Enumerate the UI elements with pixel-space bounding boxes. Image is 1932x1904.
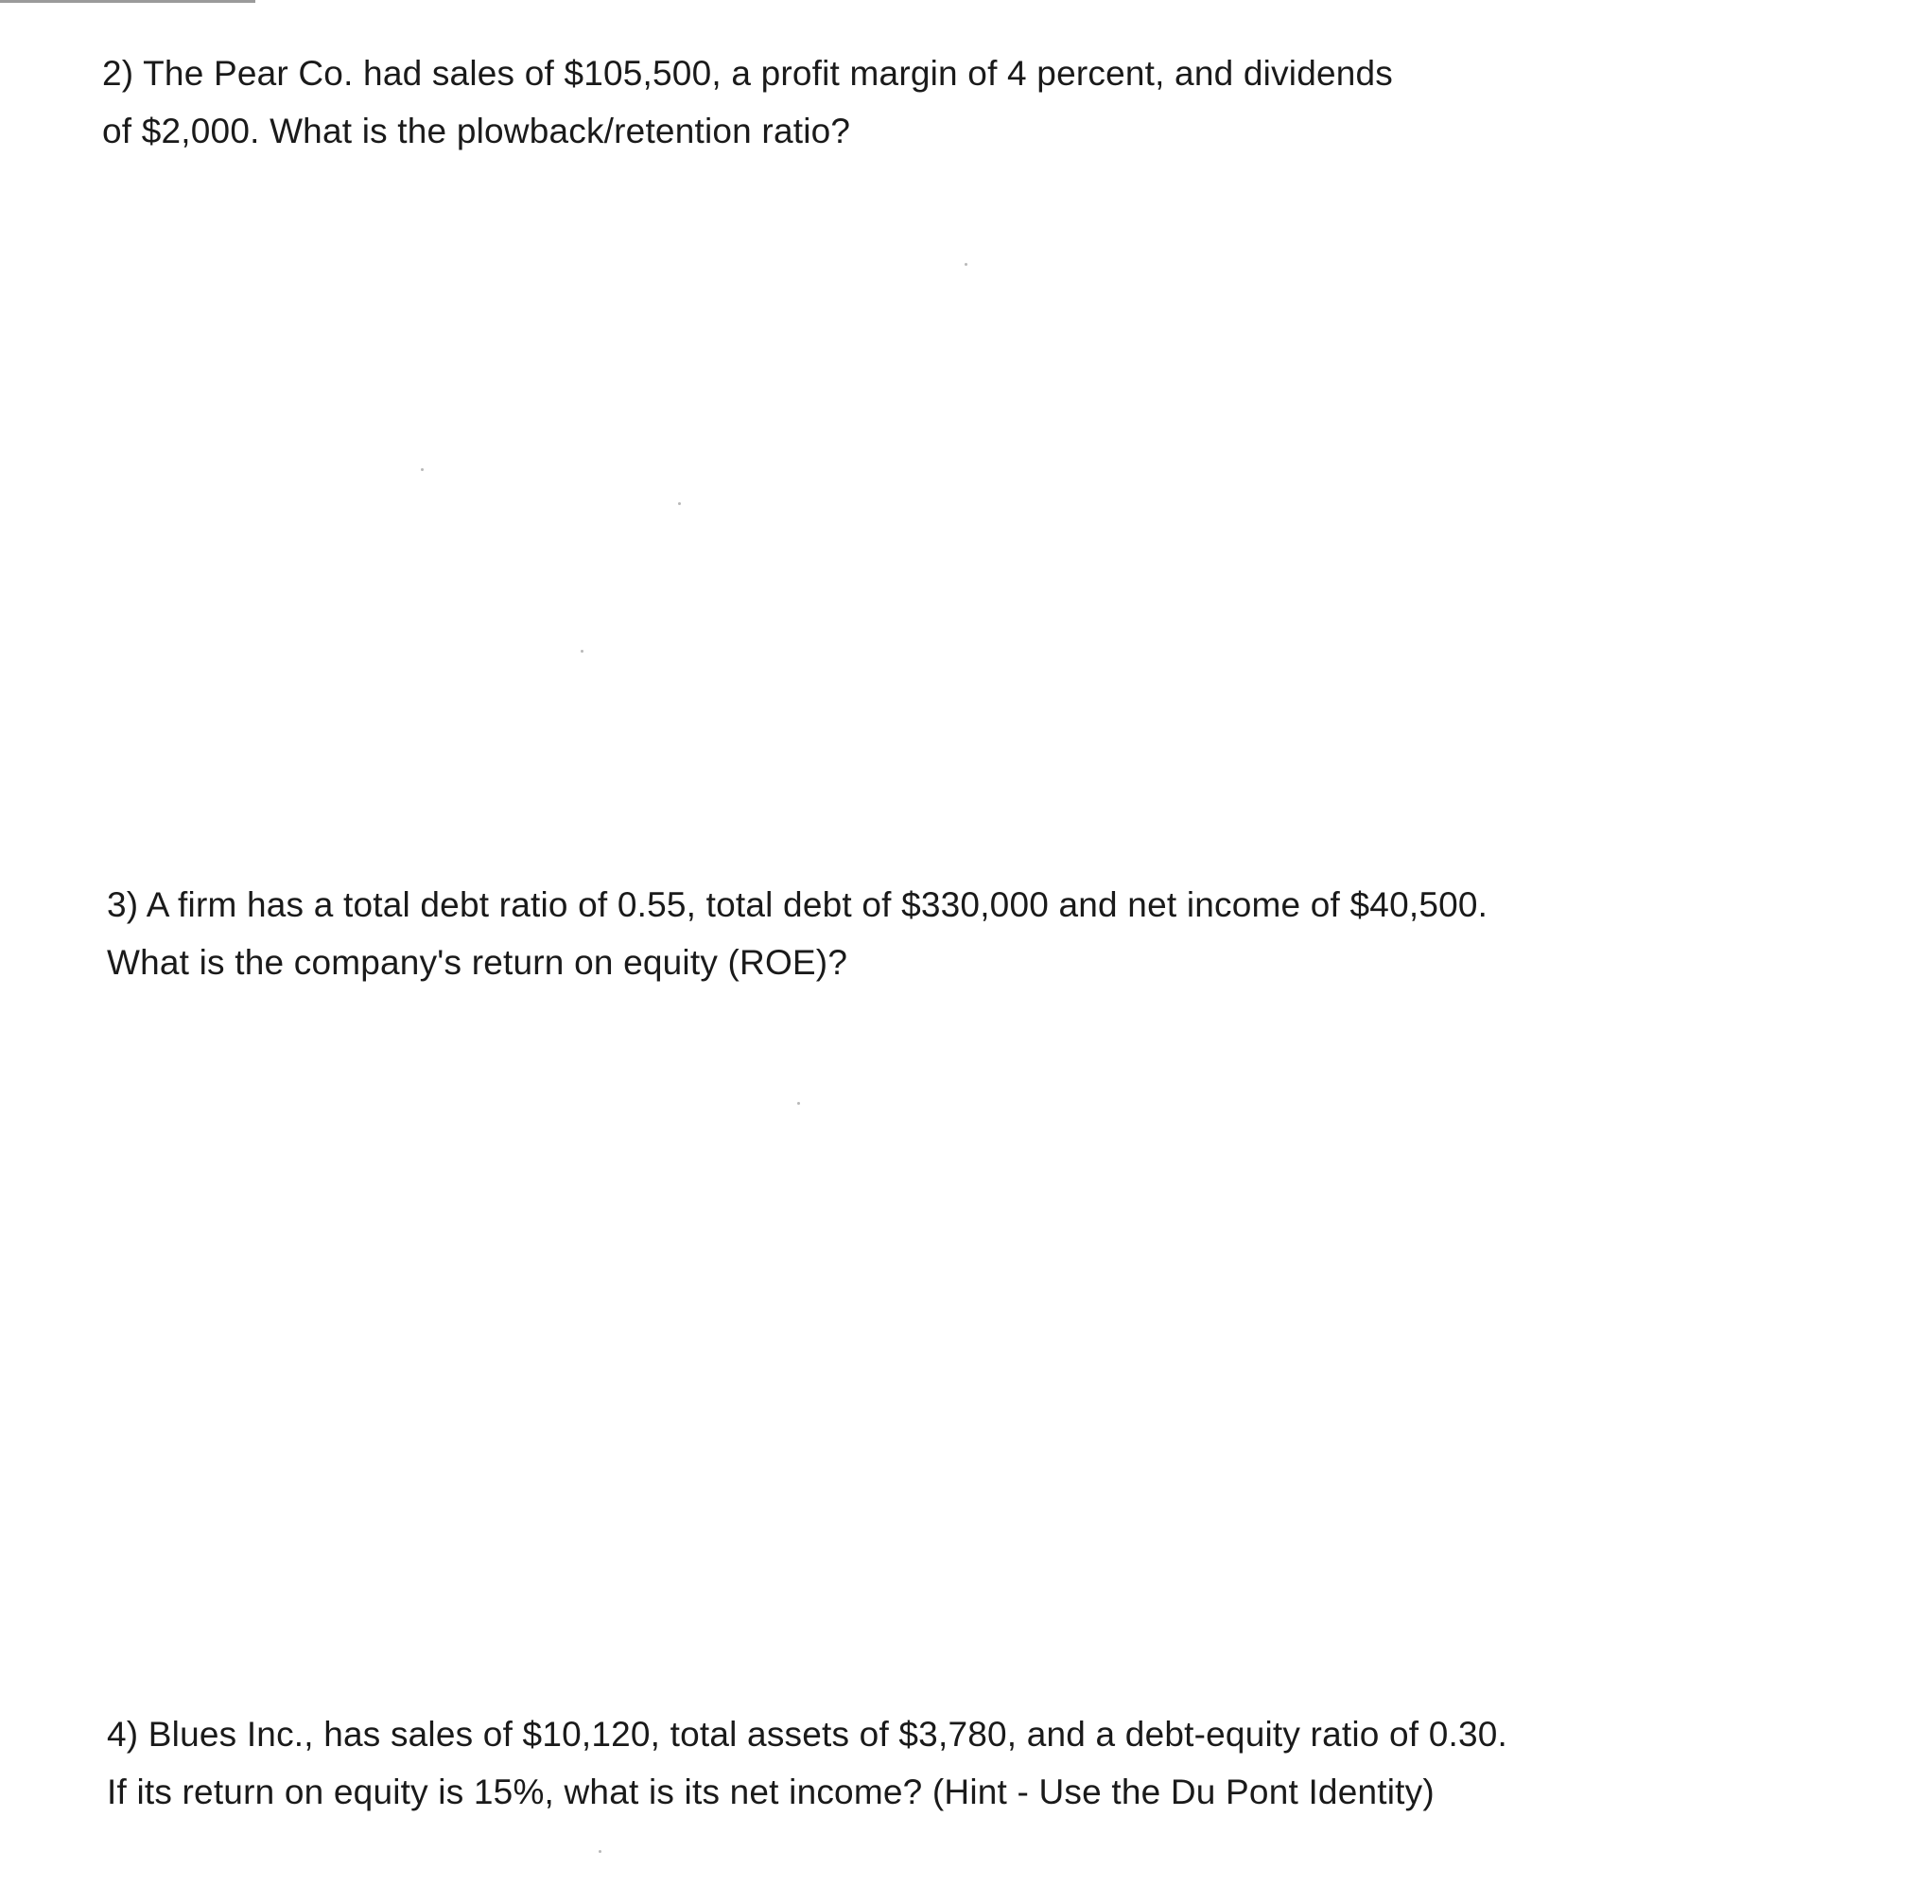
scan-speck: [581, 650, 583, 653]
question-3-line-2: What is the company's return on equity (ROE)?: [107, 943, 848, 982]
scan-speck: [797, 1102, 800, 1105]
question-3: [107, 876, 1488, 991]
scan-speck: [599, 1850, 601, 1853]
question-2: [102, 44, 1393, 160]
scan-speck: [678, 502, 681, 505]
scan-edge-line: [0, 0, 255, 3]
question-4-line-1: 4) Blues Inc., has sales of $10,120, total assets of $3,780, and a debt-equity ratio of 0.30.: [107, 1715, 1508, 1754]
question-2-line-1: 2) The Pear Co. had sales of $105,500, a profit margin of 4 percent, and dividends: [102, 54, 1394, 93]
scan-speck: [421, 468, 424, 471]
question-4-line-2: If its return on equity is 15%, what is its net income? (Hint - Use the Du Pont Identity): [107, 1773, 1435, 1811]
scan-speck: [965, 263, 967, 266]
question-3-line-1: 3) A firm has a total debt ratio of 0.55, total debt of $330,000 and net income of $40,500.: [107, 885, 1488, 924]
question-2-line-2: of $2,000. What is the plowback/retention ratio?: [102, 112, 851, 150]
question-4: [107, 1705, 1507, 1821]
